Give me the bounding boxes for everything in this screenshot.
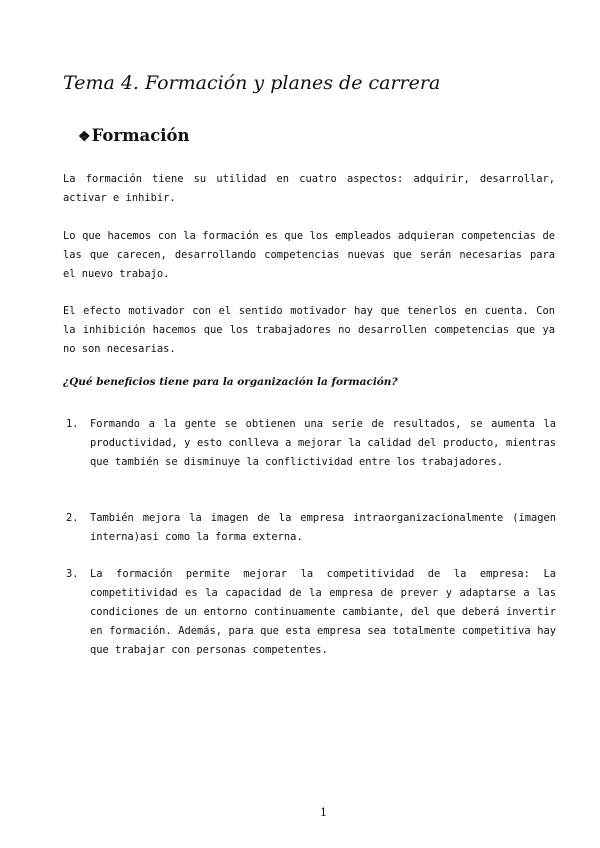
list-text: También mejora la imagen de la empresa intraorganizacionalmente (imagen interna)asi como la forma externa.	[90, 512, 556, 543]
section-heading-text: Formación	[91, 126, 190, 145]
list-number: 3.	[66, 568, 79, 580]
list-number: 2.	[66, 512, 79, 524]
page-number: 1	[320, 806, 327, 819]
paragraph-1: La formación tiene su utilidad en cuatro aspectos: adquirir, desarrollar, activar e inhibir.	[63, 173, 555, 204]
paragraph-3: El efecto motivador con el sentido motivador hay que tenerlos en cuenta. Con la inhibición hacemos que los trabajadores no desarrollen competencias que ya no son necesarias.	[63, 305, 555, 355]
list-number: 1.	[66, 418, 79, 430]
list-text: Formando a la gente se obtienen una serie de resultados, se aumenta la productividad, y esto conlleva a mejorar la calidad del producto, mientras que también se disminuye la conflictividad entre los trabajadores.	[90, 418, 556, 468]
section-heading	[78, 126, 190, 145]
diamond-bullet-icon: ❖	[78, 129, 91, 145]
question-heading: ¿Qué beneficios tiene para la organización la formación?	[63, 376, 398, 388]
list-text: La formación permite mejorar la competitividad de la empresa: La competitividad es la capacidad de la empresa de prever y adaptarse a las condiciones de un entorno continuamente cambiante, del que deberá invertir en formación. Además, para que esta empresa sea totalmente competitiva hay que trabajar con personas competentes.	[90, 568, 556, 656]
document-title: Tema 4. Formación y planes de carrera	[63, 72, 441, 94]
paragraph-2: Lo que hacemos con la formación es que los empleados adquieran competencias de las que carecen, desarrollando competencias nuevas que serán necesarias para el nuevo trabajo.	[63, 230, 555, 280]
